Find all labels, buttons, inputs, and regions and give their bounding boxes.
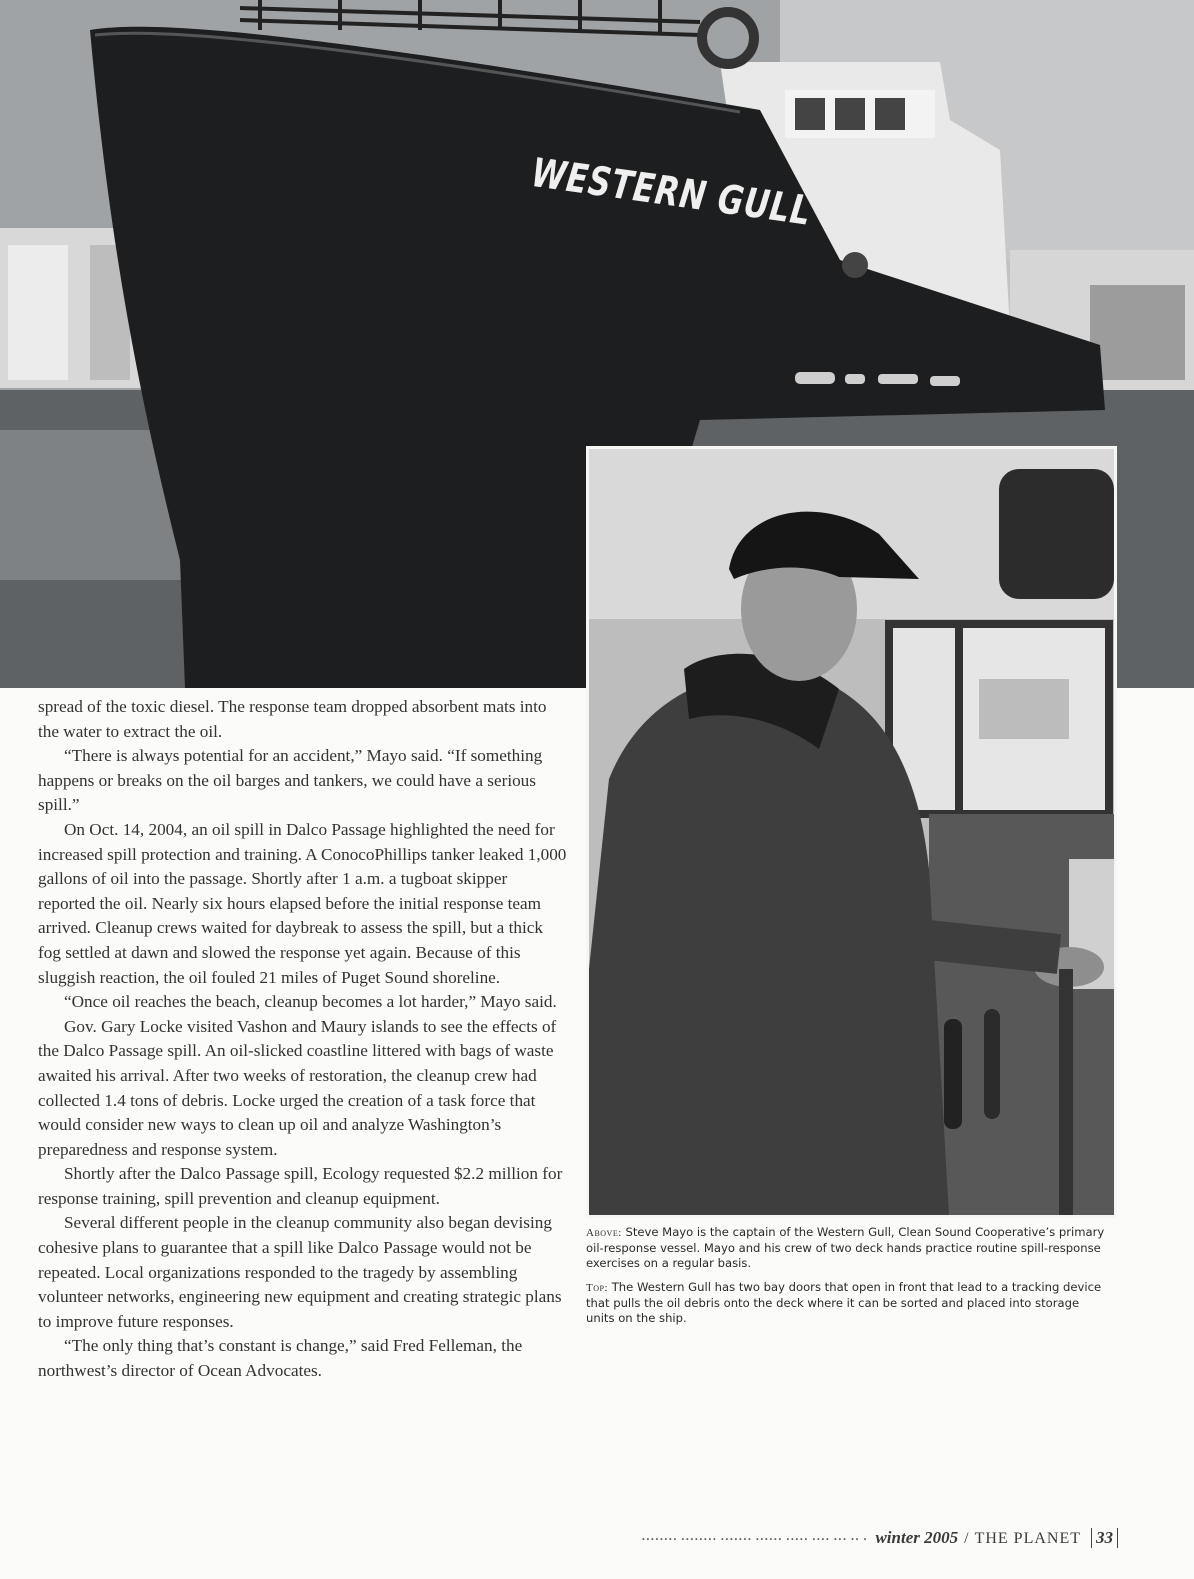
- article-paragraph: “There is always potential for an accident,” Mayo said. “If something happens or breaks on the oil barges and tankers, we could have a serious spill.”: [38, 746, 543, 815]
- article-paragraph: On Oct. 14, 2004, an oil spill in Dalco Passage highlighted the need for increased spill protection and training. A ConocoPhillips tanker leaked 1,000 gallons of oil into the passage. Shortly after 1 a.m. a tugboat skipper reported the oil. Nearly six hours elapsed before the initial response team arrived. Cleanup crews waited for daybreak to assess the spill, but a thick fog settled at dawn and slowed the response yet again. Because of this sluggish reaction, the oil fouled 21 miles of Puget Sound shoreline.: [38, 819, 567, 987]
- article-paragraph: Several different people in the cleanup community also began devising cohesive plans to guarantee that a spill like Dalco Passage would not be repeated. Local organizations responded to the tragedy by assembling volunteer networks, engineering new equipment and creating strategic plans to improve future responses.: [38, 1213, 562, 1331]
- caption-top-label: Top:: [586, 1281, 609, 1294]
- article-paragraph: spread of the toxic diesel. The response team dropped absorbent mats into the water to extract the oil.: [38, 697, 547, 741]
- article-body: [38, 695, 568, 1384]
- caption-top-text: The Western Gull has two bay doors that open in front that lead to a tracking device that pulls the oil debris onto the deck where it can be sorted and placed into storage units on the ship.: [586, 1279, 1102, 1326]
- article-paragraph: “The only thing that’s constant is change,” said Fred Felleman, the northwest’s director of Ocean Advocates.: [38, 1336, 523, 1381]
- page-number: 33: [1091, 1528, 1118, 1548]
- captain-photo-steve-mayo: [586, 446, 1117, 1218]
- footer-season: winter 2005: [875, 1528, 959, 1547]
- article-paragraph: Gov. Gary Locke visited Vashon and Maury islands to see the effects of the Dalco Passage spill. An oil-slicked coastline littered with bags of waste awaited his arrival. After two weeks of restoration, the cleanup crew had collected 1.4 tons of debris. Locke urged the creation of a task force that would consider new ways to clean up oil and analyze Washington’s preparedness and response system.: [38, 1016, 557, 1159]
- caption-above: [586, 1225, 1106, 1272]
- footer-magazine-name: THE PLANET: [974, 1530, 1081, 1547]
- caption-above-label: Above:: [586, 1227, 622, 1239]
- article-paragraph: Shortly after the Dalco Passage spill, Ecology requested $2.2 million for response training, spill prevention and cleanup equipment.: [38, 1164, 563, 1208]
- photo-captions: [586, 1225, 1106, 1334]
- caption-above-text: Steve Mayo is the captain of the Western Gull, Clean Sound Cooperative’s primary oil-response vessel. Mayo and his crew of two deck hands practice routine spill-response exercises on a regular basis.: [586, 1225, 1105, 1271]
- ship-name-text: WESTERN GULL: [528, 150, 815, 235]
- captain-illustration: [589, 449, 1114, 1215]
- page-footer: [641, 1528, 1118, 1554]
- article-paragraph: “Once oil reaches the beach, cleanup becomes a lot harder,” Mayo said.: [64, 992, 557, 1012]
- caption-top: [586, 1280, 1106, 1327]
- footer-separator: /: [964, 1530, 969, 1547]
- footer-dot-leader: ········ ········ ······· ······ ····· ···· ··· ·· ·: [641, 1532, 868, 1546]
